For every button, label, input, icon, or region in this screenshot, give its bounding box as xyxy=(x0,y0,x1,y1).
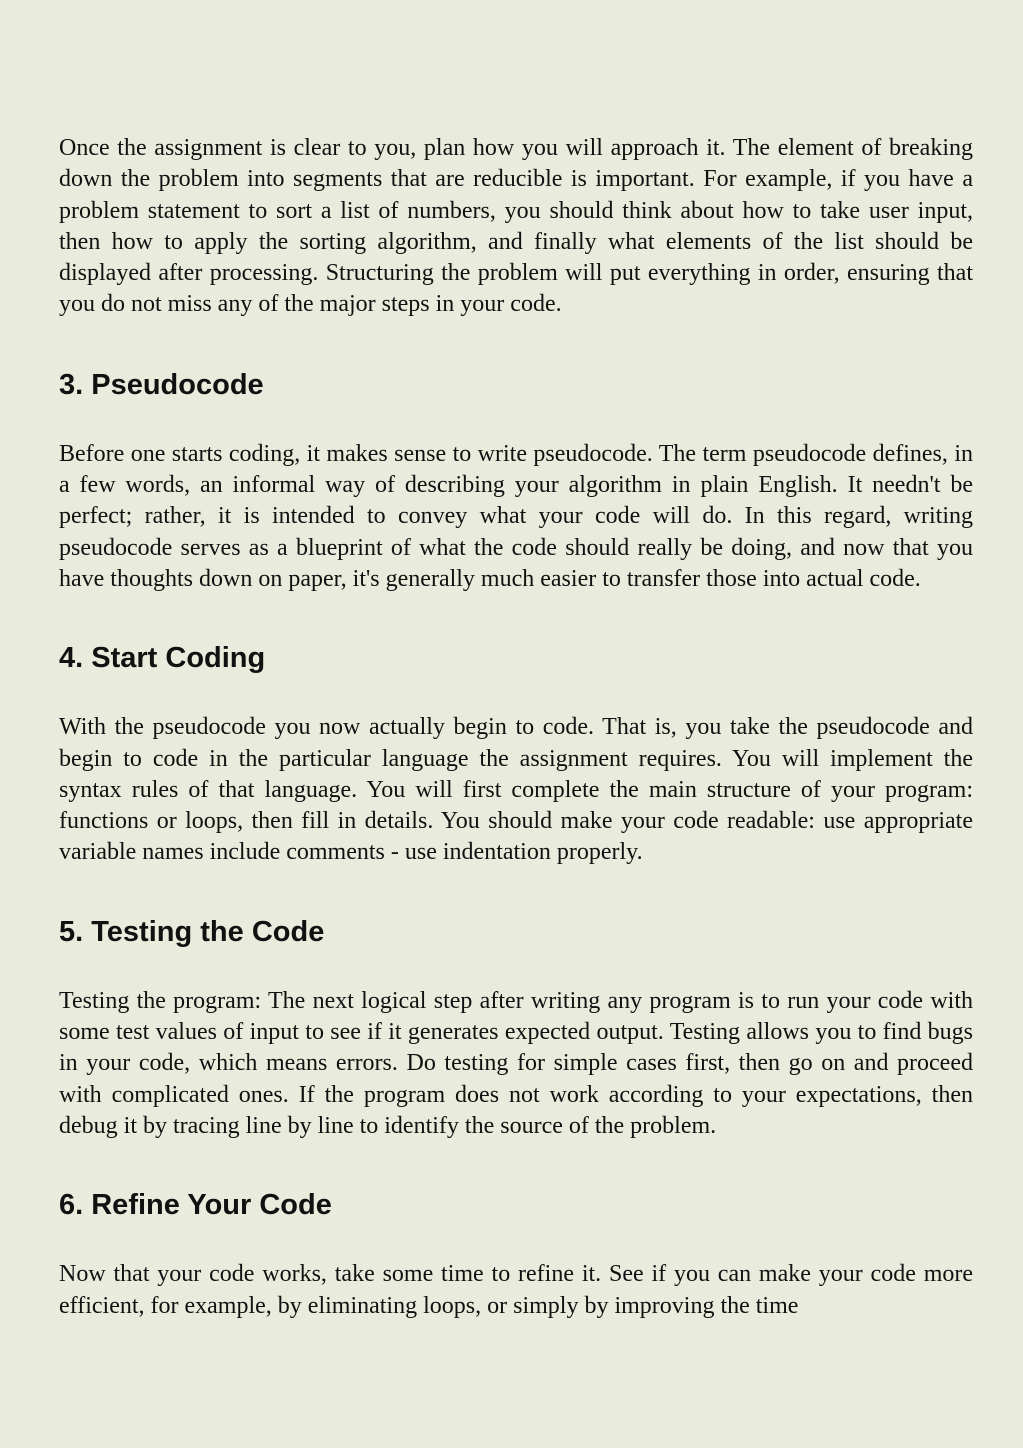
section-body-pseudocode: Before one starts coding, it makes sense to write pseudocode. The term pseudocode defines, in a few words, an informal way of describing your algorithm in plain English. It needn't be perfect; rather, it is intended to convey what your code will do. In this regard, writing pseudocode serves as a blueprint of what the code should really be doing, and now that you have thoughts down on paper, it's generally much easier to transfer those into actual code. xyxy=(59,440,973,592)
section-heading-testing: 5. Testing the Code xyxy=(59,915,325,948)
section-heading-start-coding: 4. Start Coding xyxy=(59,642,266,675)
section-body-testing: Testing the program: The next logical step after writing any program is to run your code with some test values of input to see if it generates expected output. Testing allows you to find bugs in your code, which means errors. Do testing for simple cases first, then go on and proceed with complicated ones. If the program does not work according to your expectations, then debug it by tracing line by line to identify the source of the problem. xyxy=(59,987,973,1139)
section-heading-pseudocode: 3. Pseudocode xyxy=(59,368,264,401)
section-heading-refine: 6. Refine Your Code xyxy=(59,1189,332,1222)
intro-paragraph: Once the assignment is clear to you, plan how you will approach it. The element of breaking down the problem into segments that are reducible is important. For example, if you have a problem statement to sort a list of numbers, you should think about how to take user input, then how to apply the sorting algorithm, and finally what elements of the list should be displayed after processing. Structuring the problem will put everything in order, ensuring that you do not miss any of the major steps in your code. xyxy=(59,135,973,318)
section-body-start-coding: With the pseudocode you now actually begin to code. That is, you take the pseudocode and begin to code in the particular language the assignment requires. You will implement the syntax rules of that language. You will first complete the main structure of your program: functions or loops, then fill in details. You should make your code readable: use appropriate variable names include comments - use indentation properly. xyxy=(59,714,973,866)
section-body-refine: Now that your code works, take some time to refine it. See if you can make your code more efficient, for example, by eliminating loops, or simply by improving the time xyxy=(59,1261,973,1319)
document-page xyxy=(59,133,973,1322)
